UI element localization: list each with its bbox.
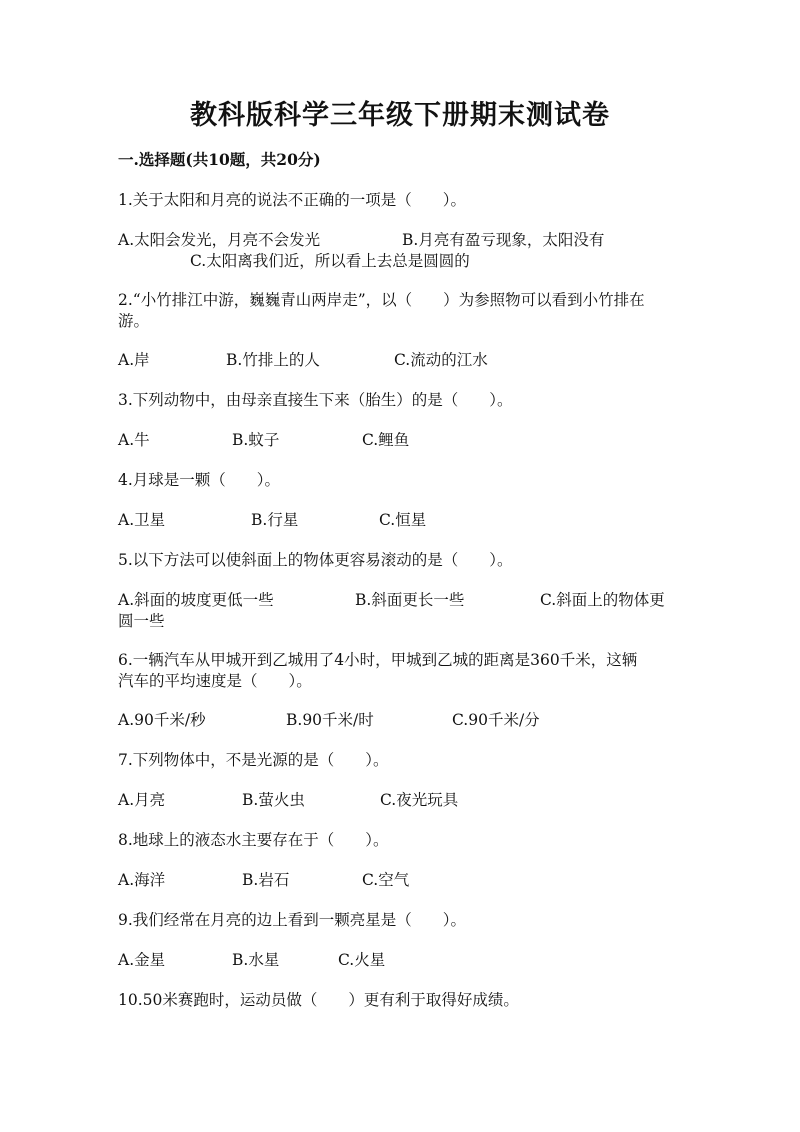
question-8-option-b: B.岩石 <box>242 871 290 889</box>
question-3-option-b: B.蚊子 <box>232 431 280 449</box>
question-2-option-a: A.岸 <box>118 351 150 369</box>
question-4-option-c: C.恒星 <box>379 511 427 529</box>
question-6-stem-line-1: 6.一辆汽车从甲城开到乙城用了4小时，甲城到乙城的距离是360千米，这辆 <box>118 651 638 669</box>
question-5-option-c-continued: 圆一些 <box>118 612 165 630</box>
section-heading: 一.选择题(共10题，共20分) <box>118 150 321 169</box>
question-5-option-a: A.斜面的坡度更低一些 <box>118 591 274 609</box>
question-9-stem: 9.我们经常在月亮的边上看到一颗亮星是（ ）。 <box>118 911 467 929</box>
question-7-stem: 7.下列物体中，不是光源的是（ ）。 <box>118 751 389 769</box>
question-5-option-c: C.斜面上的物体更 <box>540 591 665 609</box>
question-1-option-c: C.太阳离我们近，所以看上去总是圆圆的 <box>190 252 470 270</box>
question-8-option-c: C.空气 <box>362 871 410 889</box>
question-3-option-a: A.牛 <box>118 431 150 449</box>
question-2-option-c: C.流动的江水 <box>394 351 488 369</box>
question-7-option-a: A.月亮 <box>118 791 166 809</box>
question-1-option-a: A.太阳会发光，月亮不会发光 <box>118 231 321 249</box>
question-6-option-c: C.90千米/分 <box>452 711 540 729</box>
question-7-option-b: B.萤火虫 <box>242 791 305 809</box>
question-4-stem: 4.月球是一颗（ ）。 <box>118 471 281 489</box>
question-5-stem: 5.以下方法可以使斜面上的物体更容易滚动的是（ ）。 <box>118 551 513 569</box>
question-9-option-b: B.水星 <box>232 951 280 969</box>
page-title: 教科版科学三年级下册期末测试卷 <box>190 100 610 131</box>
question-4-option-a: A.卫星 <box>118 511 166 529</box>
question-6-option-b: B.90千米/时 <box>286 711 374 729</box>
question-8-option-a: A.海洋 <box>118 871 166 889</box>
question-8-stem: 8.地球上的液态水主要存在于（ ）。 <box>118 831 389 849</box>
question-9-option-c: C.火星 <box>338 951 386 969</box>
question-9-option-a: A.金星 <box>118 951 166 969</box>
question-1-stem: 1.关于太阳和月亮的说法不正确的一项是（ ）。 <box>118 191 467 209</box>
question-3-stem: 3.下列动物中，由母亲直接生下来（胎生）的是（ ）。 <box>118 391 513 409</box>
question-10-stem: 10.50米赛跑时，运动员做（ ）更有利于取得好成绩。 <box>118 991 519 1009</box>
question-3-option-c: C.鲤鱼 <box>362 431 410 449</box>
question-2-stem-line-1: 2.“小竹排江中游，巍巍青山两岸走”，以（ ）为参照物可以看到小竹排在 <box>118 291 645 309</box>
question-5-option-b: B.斜面更长一些 <box>355 591 465 609</box>
question-6-option-a: A.90千米/秒 <box>118 711 206 729</box>
question-1-option-b: B.月亮有盈亏现象，太阳没有 <box>402 231 605 249</box>
question-2-stem-line-2: 游。 <box>118 312 150 330</box>
question-6-stem-line-2: 汽车的平均速度是（ ）。 <box>118 672 312 690</box>
question-7-option-c: C.夜光玩具 <box>380 791 459 809</box>
question-2-option-b: B.竹排上的人 <box>226 351 320 369</box>
question-4-option-b: B.行星 <box>251 511 299 529</box>
